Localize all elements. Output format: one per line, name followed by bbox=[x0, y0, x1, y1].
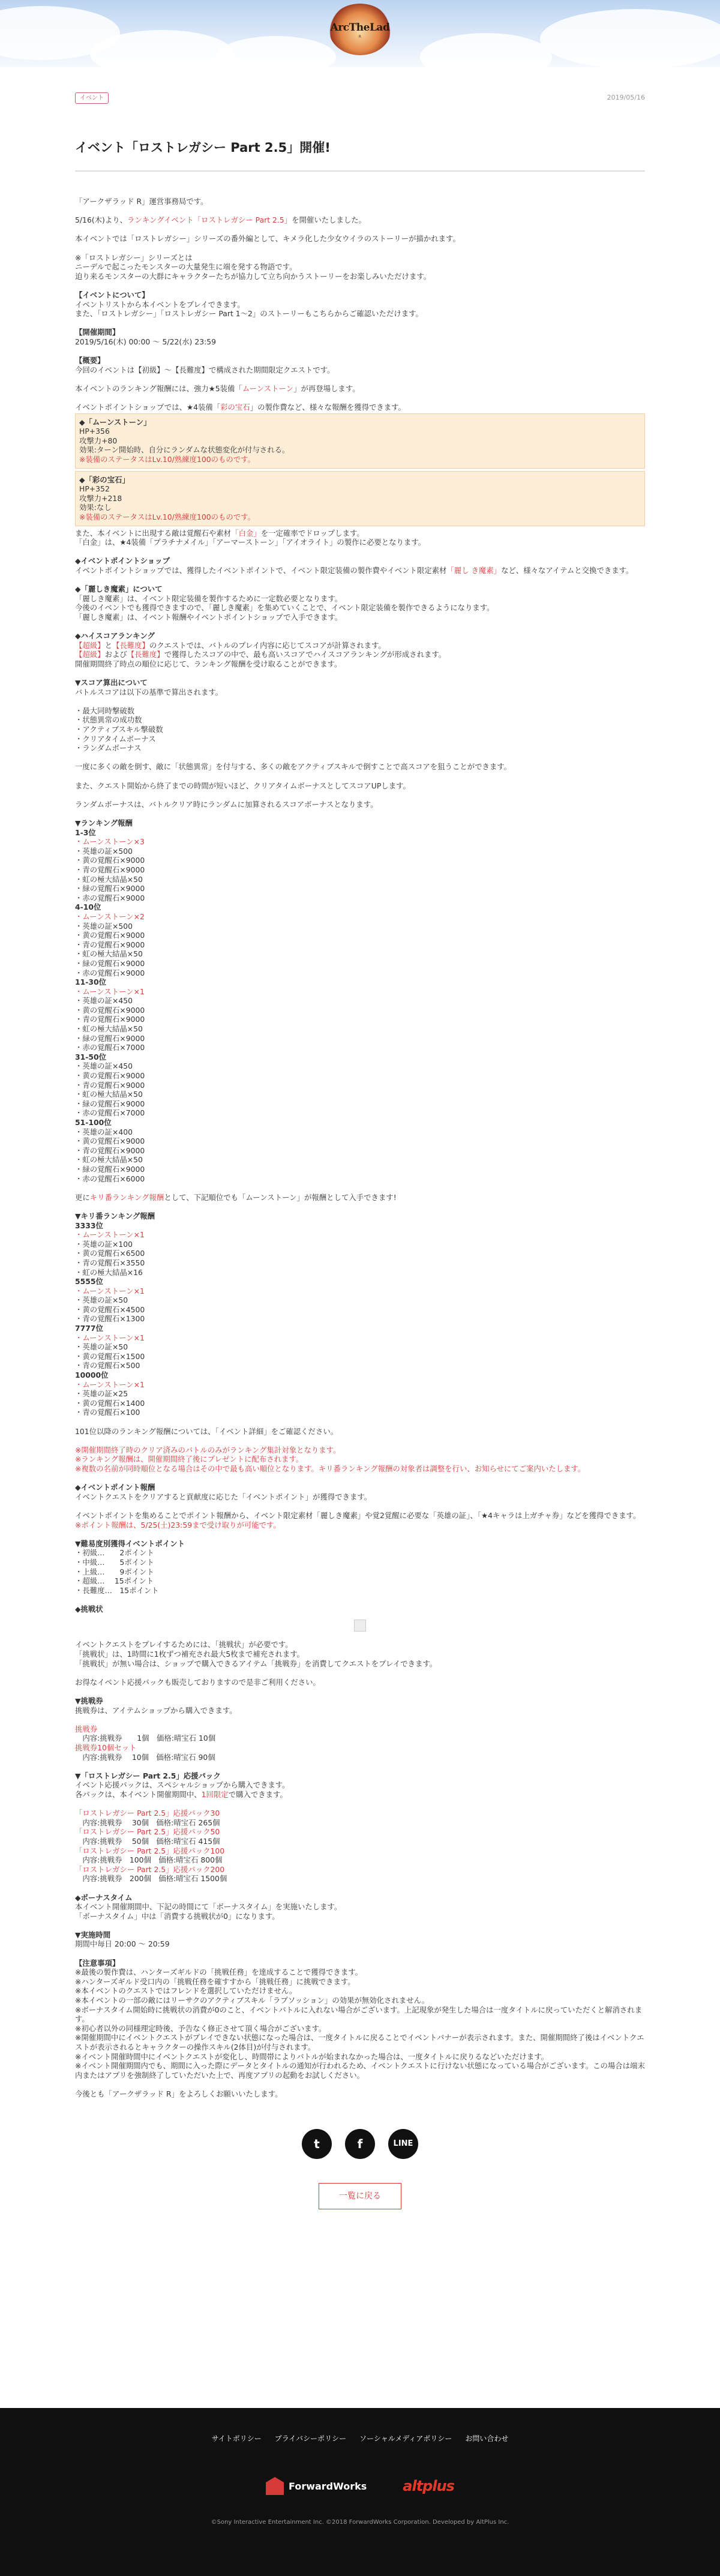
box-line: ※装備のステータスはLv.10/熟練度100のものです。 bbox=[79, 455, 255, 464]
section-heading: ▼スコア算出について bbox=[75, 678, 148, 688]
article-line bbox=[75, 529, 645, 538]
footer-link-site-policy[interactable]: サイトポリシー bbox=[211, 2434, 262, 2443]
article-line: ・英雄の証×400 bbox=[75, 1127, 133, 1136]
text-span: 更に bbox=[75, 1192, 90, 1202]
article-line bbox=[75, 2080, 645, 2089]
article-line: 内容:挑戦券 100個 価格:晴宝石 800個 bbox=[75, 1855, 223, 1865]
article-line: 「麗しき魔素」は、イベント報酬やイベントポイントショップで入手できます。 bbox=[75, 612, 343, 622]
section-heading: ◆「麗しき魔素」について bbox=[75, 584, 163, 594]
footer-link-social-media-policy[interactable]: ソーシャルメディアポリシー bbox=[359, 2434, 452, 2443]
article-line bbox=[75, 547, 645, 557]
article-line: ・黄の覚醒石×1400 bbox=[75, 1398, 145, 1408]
text-span: で購入できます。 bbox=[228, 1789, 287, 1799]
text-span: イベントポイントショップでは、獲得したイベントポイントで、イベント限定装備の製作費やイベント限定素材 bbox=[75, 565, 447, 575]
article-line: 挑戦券は、アイテムショップから購入できます。 bbox=[75, 1705, 237, 1715]
article-line: 「ロストレガシー Part 2.5」応援パック100 bbox=[75, 1846, 225, 1855]
article-line: ・アクティブスキル撃破数 bbox=[75, 725, 163, 734]
text-span: 本イベントのランキング報酬には、強力★5装備「 bbox=[75, 383, 242, 393]
article-line: 一度に多くの敵を倒す、敵に「状態異常」を付与する、多くの敵をアクティブスキルで倒すことで高スコアを狙うことができます。 bbox=[75, 762, 512, 772]
article-line bbox=[75, 215, 645, 225]
text-span: また、本イベントに出現する敵は覚醒石や素材 bbox=[75, 528, 232, 538]
article-line bbox=[75, 347, 645, 356]
game-logo[interactable] bbox=[329, 4, 391, 55]
article-line: 挑戦券 bbox=[75, 1724, 98, 1734]
article-line: ・緑の覚醒石×9000 bbox=[75, 1033, 145, 1043]
article-line bbox=[75, 1800, 645, 1809]
article-line: 「ロストレガシー Part 2.5」応援パック200 bbox=[75, 1864, 225, 1874]
article-line: イベントリストから本イベントをプレイできます。 bbox=[75, 299, 245, 309]
article-line: ・状態異常の成功数 bbox=[75, 715, 142, 725]
twitter-icon: t bbox=[314, 2136, 320, 2151]
highlight-text: キリ番ランキング報酬 bbox=[89, 1192, 164, 1202]
article-line bbox=[75, 1715, 645, 1725]
section-heading: ▼挑戦券 bbox=[75, 1696, 103, 1706]
article-line: また、「ロストレガシー」「ロストレガシー Part 1〜2」のストーリーもこちらからご確認いただけます。 bbox=[75, 309, 423, 319]
article-line: 「ボーナスタイム」中は「消費する挑戦状が0」になります。 bbox=[75, 1911, 280, 1921]
article-body bbox=[75, 172, 645, 2099]
article-line: ※最後の製作費は、ハンターズギルドの「挑戦任務」を達成することで獲得できます。 bbox=[75, 1968, 362, 1977]
article-line: 「ロストレガシー Part 2.5」応援パック30 bbox=[75, 1809, 220, 1818]
article-line: ・虹の極大結晶×50 bbox=[75, 874, 143, 884]
text-span: を開催いたしました。 bbox=[292, 215, 367, 225]
category-tag[interactable]: イベント bbox=[75, 92, 109, 104]
article-line: 内容:挑戦券 200個 価格:晴宝石 1500個 bbox=[75, 1874, 227, 1884]
section-heading: ▼実施時間 bbox=[75, 1930, 111, 1939]
article-line: イベントクエストをクリアすると貢献度に応じた「イベントポイント」が獲得できます。 bbox=[75, 1492, 372, 1501]
article-line: 「挑戦状」が無い場合は、ショップで購入できるアイテム「挑戦券」を消費してクエストをプレイできます。 bbox=[75, 1659, 437, 1668]
article-line: 「白金」は、★4装備「プラチナメイル」「アーマーストーン」「アイオライト」の製作に必要となります。 bbox=[75, 538, 426, 547]
article-line: 2019/5/16(木) 00:00 〜 5/22(水) 23:59 bbox=[75, 337, 217, 346]
article-line: ・緑の覚醒石×9000 bbox=[75, 1099, 145, 1108]
article-line: ・ランダムボーナス bbox=[75, 743, 142, 753]
section-heading: 1-3位 bbox=[75, 827, 96, 837]
highlight-text: 1回限定 bbox=[201, 1789, 229, 1799]
article-line bbox=[75, 1949, 645, 1959]
box-line: 攻撃力+80 bbox=[79, 436, 118, 445]
article-line: ・虹の極大結晶×50 bbox=[75, 1155, 143, 1165]
article-line: ・ムーンストーン×1 bbox=[75, 1380, 145, 1389]
article-line: ・青の覚醒石×1300 bbox=[75, 1314, 145, 1324]
section-heading: 【開催期間】 bbox=[75, 328, 120, 337]
cloud-decoration bbox=[540, 9, 720, 67]
highlight-text: 「麗し き魔素」 bbox=[446, 565, 502, 575]
article-line: ・英雄の証×50 bbox=[75, 1342, 128, 1352]
page-title: イベント「ロストレガシー Part 2.5」開催! bbox=[75, 138, 645, 172]
article-line: ・赤の覚醒石×9000 bbox=[75, 968, 145, 977]
equipment-info-box bbox=[75, 413, 645, 469]
section-heading: ◆イベントポイント報酬 bbox=[75, 1483, 155, 1492]
article-line bbox=[75, 1474, 645, 1483]
company-logos bbox=[0, 2477, 720, 2495]
article-line: ※開催期間中にイベントクエストがプレイできない状態になった場合は、一度タイトルに戻ることでイベントバナーが表示されます。また、開催期間終了後はイベントクエストが表示されるとキャラクターの操作スキル(2体目)が付与されます。 bbox=[75, 2033, 644, 2052]
article-line bbox=[75, 374, 645, 384]
article-line bbox=[75, 1790, 645, 1800]
article-line: ・青の覚醒石×500 bbox=[75, 1361, 140, 1371]
article-line: ・黄の覚醒石×4500 bbox=[75, 1305, 145, 1314]
section-heading: ▼ランキング報酬 bbox=[75, 818, 133, 827]
article-line: ・緑の覚醒石×9000 bbox=[75, 1164, 145, 1174]
article-line bbox=[75, 622, 645, 632]
box-line: ◆「彩の宝石」 bbox=[79, 475, 130, 484]
back-to-list-button[interactable]: 一覧に戻る bbox=[319, 2183, 401, 2209]
section-heading: ▼難易度別獲得イベントポイント bbox=[75, 1539, 185, 1548]
article-line: ・青の覚醒石×9000 bbox=[75, 1015, 145, 1024]
text-span: 5/16(木)より、 bbox=[75, 215, 128, 225]
cloud-decoration bbox=[420, 33, 552, 67]
text-span: を一定確率でドロップします。 bbox=[260, 528, 364, 538]
article-line: ・青の覚醒石×9000 bbox=[75, 1145, 145, 1155]
box-line: HP+356 bbox=[79, 427, 110, 436]
article-line bbox=[75, 319, 645, 328]
article-line: 迫り来るモンスターの大群にキャラクターたちが協力して立ち向かうストーリーをお楽しみいただけます。 bbox=[75, 271, 431, 281]
article-line: ・ムーンストーン×1 bbox=[75, 1286, 145, 1296]
article-line: ※イベント開催時間中にイベントクエストが変化し、時間帯によりバトルが始まれなかった場合は、一度タイトルに戻りるなどいただけます。 bbox=[75, 2052, 549, 2061]
article-line bbox=[75, 566, 645, 575]
highlight-text: ランキングイベント「ロストレガシー Part 2.5」 bbox=[127, 215, 292, 225]
article-line: ・青の覚醒石×9000 bbox=[75, 865, 145, 874]
section-heading: 3333位 bbox=[75, 1220, 103, 1230]
article-line bbox=[75, 669, 645, 679]
article-line: ・ムーンストーン×1 bbox=[75, 1333, 145, 1342]
article-line: ・英雄の証×450 bbox=[75, 1061, 133, 1071]
article-line bbox=[75, 1183, 645, 1193]
article-line bbox=[75, 393, 645, 403]
article-line bbox=[75, 1884, 645, 1893]
article-line: ・最大同時撃破数 bbox=[75, 706, 135, 715]
facebook-icon: f bbox=[357, 2136, 363, 2151]
article-line: ・虹の極大結晶×50 bbox=[75, 1024, 143, 1034]
section-heading: 11-30位 bbox=[75, 977, 107, 987]
article-line: ・ムーンストーン×3 bbox=[75, 837, 145, 847]
article-line: ・黄の覚醒石×9000 bbox=[75, 931, 145, 940]
article-line: ※複数の名前が同時順位となる場合はその中で最も高い順位となります。キリ番ランキング報酬の対象者は調整を行い、お知らせにてご案内いたします。 bbox=[75, 1464, 586, 1473]
article-line: ※ボーナスタイム開始時に挑戦状の消費が0のこと、イベントバトルに入れない場合がございます。上記現象が発生した場合は一度タイトルに戻っていただくと解消されます。 bbox=[75, 2005, 643, 2024]
section-heading: 4-10位 bbox=[75, 902, 101, 912]
text-span: 」の製作費など、様々な報酬を獲得できます。 bbox=[250, 403, 406, 412]
article-line: イベントポイントを集めることでポイント報酬から、イベント限定素材「麗しき魔素」や覚2覚醒に必要な「英雄の証」、「★4キャラは上ガチャ券」などを獲得できます。 bbox=[75, 1510, 641, 1520]
article-line: 今後のイベントでも獲得できますので、「麗しき魔素」を集めていくことで、イベント限定装備を製作できるようになります。 bbox=[75, 603, 494, 613]
section-heading: 31-50位 bbox=[75, 1052, 107, 1061]
article-line: 「アークザラッド R」運営事務局です。 bbox=[75, 197, 208, 206]
section-heading: 5555位 bbox=[75, 1277, 103, 1286]
article-line: ・英雄の証×100 bbox=[75, 1239, 133, 1249]
article-line: ・初級… 2ポイント bbox=[75, 1548, 154, 1558]
article-line: ・赤の覚醒石×6000 bbox=[75, 1174, 145, 1183]
section-heading: 51-100位 bbox=[75, 1118, 112, 1127]
highlight-text: 【超級】 bbox=[75, 650, 105, 659]
article-line: ・青の覚醒石×9000 bbox=[75, 1080, 145, 1090]
article-line: バトルスコアは以下の基準で算出されます。 bbox=[75, 687, 223, 697]
article-line: ・英雄の証×25 bbox=[75, 1389, 128, 1399]
article-line: ・ムーンストーン×2 bbox=[75, 911, 145, 921]
article-line: ・黄の覚醒石×9000 bbox=[75, 1071, 145, 1081]
article-line: ・緑の覚醒石×9000 bbox=[75, 958, 145, 968]
section-heading: ◆ボーナスタイム bbox=[75, 1893, 133, 1902]
article-line bbox=[75, 772, 645, 781]
article-line bbox=[75, 384, 645, 394]
footer bbox=[0, 2408, 720, 2576]
text-span: および bbox=[104, 650, 127, 659]
forwardworks-logo[interactable] bbox=[266, 2477, 367, 2495]
article-line: 101位以降のランキング報酬については、「イベント詳細」をご確認ください。 bbox=[75, 1426, 338, 1436]
highlight-text: 彩の宝石 bbox=[220, 403, 250, 412]
copyright: ©Sony Interactive Entertainment Inc. ©2018 ForwardWorks Corporation. Developed by AltPlus Inc. bbox=[211, 2519, 509, 2526]
article-line: ランダムボーナスは、バトルクリア時にランダムに加算されるスコアボーナスとなります。 bbox=[75, 799, 378, 809]
text-span: として、下記順位でも「ムーンストーン」が報酬として入手できます! bbox=[164, 1192, 397, 1202]
share-buttons bbox=[75, 2129, 645, 2159]
article-line: お得なイベント応援パックも販売しておりますので是非ご利用ください。 bbox=[75, 1677, 320, 1687]
article-line: ・青の覚醒石×100 bbox=[75, 1408, 140, 1417]
section-heading: 【イベントについて】 bbox=[75, 290, 149, 299]
article-line: ※イベント開催期間内でも、期間に入った際にデータとタイトルの通知が行われるため、イベントクエストに行けない状態になっている場合がございます。この場合は端末内またはアプリを強制終了していただいた上で、再度アプリの起動をお試しください。 bbox=[75, 2061, 645, 2080]
article-line: 挑戦券10個セット bbox=[75, 1743, 137, 1752]
section-heading: ▼キリ番ランキング報酬 bbox=[75, 1211, 155, 1220]
article-line bbox=[75, 1595, 645, 1605]
article-line: ・長難度… 15ポイント bbox=[75, 1585, 159, 1595]
logo-sub: R bbox=[358, 35, 362, 39]
equipment-info-box bbox=[75, 471, 645, 526]
article-line: ・英雄の証×50 bbox=[75, 1296, 128, 1305]
article-line bbox=[75, 575, 645, 585]
section-heading: ▼「ロストレガシー Part 2.5」応援パック bbox=[75, 1771, 221, 1780]
section-heading: 10000位 bbox=[75, 1371, 109, 1380]
article-line: 開催期間終了時点の順位に応じて、ランキング報酬を受け取ることができます。 bbox=[75, 659, 342, 668]
article-line: ※ポイント報酬は、5/25(土)23:59まで受け取りが可能です。 bbox=[75, 1520, 281, 1530]
article-line: ・青の覚醒石×9000 bbox=[75, 940, 145, 949]
text-span: 各パックは、本イベント開催期間中、 bbox=[75, 1789, 202, 1799]
article-line bbox=[75, 1417, 645, 1427]
footer-links bbox=[0, 2408, 720, 2443]
article-line: 本イベントでは「ロストレガシー」シリーズの番外編として、キメラ化した少女ウイラのストーリーが描かれます。 bbox=[75, 234, 460, 244]
article-line: ・虹の極大結晶×16 bbox=[75, 1267, 143, 1277]
article-line bbox=[75, 244, 645, 253]
article-line: ・虹の極大結晶×50 bbox=[75, 1090, 143, 1099]
box-line: ◆「ムーンストーン」 bbox=[79, 417, 151, 427]
article-line: ※開催期間終了時のクリア済みのバトルのみがランキング集計対象となります。 bbox=[75, 1445, 341, 1455]
article-line: 内容:挑戦券 30個 価格:晴宝石 265個 bbox=[75, 1818, 220, 1827]
article-line bbox=[75, 1921, 645, 1930]
section-heading: 7777位 bbox=[75, 1324, 103, 1333]
article-line bbox=[75, 1687, 645, 1696]
line-icon: LINE bbox=[393, 2139, 413, 2149]
line-share-button[interactable] bbox=[388, 2129, 418, 2159]
box-line: ※装備のステータスはLv.10/熟練度100のものです。 bbox=[79, 512, 255, 521]
article-line: ・赤の覚醒石×7000 bbox=[75, 1043, 145, 1052]
article-line: 「挑戦状」は、1時間に1枚ずつ補充され最大5枚まで補充されます。 bbox=[75, 1650, 304, 1659]
article-line: ・英雄の証×500 bbox=[75, 846, 133, 856]
article-line: ・中級… 5ポイント bbox=[75, 1557, 154, 1567]
article-line: ・英雄の証×500 bbox=[75, 921, 133, 931]
article-line: 内容:挑戦券 10個 価格:晴宝石 90個 bbox=[75, 1752, 215, 1762]
forwardworks-mark-icon bbox=[266, 2477, 284, 2495]
text-span: イベントポイントショップでは、★4装備「 bbox=[75, 403, 221, 412]
article-line: 今後とも「アークザラッド R」をよろしくお願いいたします。 bbox=[75, 2089, 283, 2098]
article-line bbox=[75, 790, 645, 800]
article-line bbox=[75, 1668, 645, 1678]
article-line: ※「ロストレガシー」シリーズとは bbox=[75, 253, 193, 262]
cloud-decoration bbox=[216, 36, 336, 67]
article-meta bbox=[75, 67, 645, 101]
article-line: ・黄の覚醒石×6500 bbox=[75, 1249, 145, 1258]
event-banner-image bbox=[354, 1620, 366, 1632]
article-line: 今回のイベントは【初級】〜【長難度】で構成された期間限定クエストです。 bbox=[75, 365, 335, 374]
twitter-share-button[interactable] bbox=[302, 2129, 332, 2159]
footer-link-privacy-policy[interactable]: プライバシーポリシー bbox=[274, 2434, 347, 2443]
article-line: ・青の覚醒石×3550 bbox=[75, 1258, 145, 1267]
article-line bbox=[75, 753, 645, 763]
highlight-text: ムーンストーン bbox=[242, 383, 294, 393]
article-line bbox=[75, 1436, 645, 1446]
article-line: 期間中毎日 20:00 〜 20:59 bbox=[75, 1939, 170, 1949]
article-line bbox=[75, 641, 645, 650]
article-line: また、クエスト開始から終了までの時間が短いほど、クリアタイムボーナスとしてスコアUPします。 bbox=[75, 781, 410, 790]
main-content bbox=[75, 67, 645, 2209]
article-line: ・英雄の証×450 bbox=[75, 996, 133, 1006]
highlight-text: 「白金」 bbox=[231, 528, 261, 538]
article-line: ・黄の覚醒石×9000 bbox=[75, 1005, 145, 1015]
altplus-logo[interactable]: altplus bbox=[403, 2478, 454, 2494]
article-line: ・赤の覚醒石×7000 bbox=[75, 1108, 145, 1118]
article-line bbox=[75, 1202, 645, 1211]
article-line: ニーデルで起こったモンスターの大量発生に端を発する物語です。 bbox=[75, 262, 297, 272]
section-heading: ◆イベントポイントショップ bbox=[75, 556, 170, 566]
article-line bbox=[75, 403, 645, 412]
text-span: など、様々なアイテムと交換できます。 bbox=[501, 565, 634, 575]
article-line bbox=[75, 1501, 645, 1511]
facebook-share-button[interactable] bbox=[345, 2129, 375, 2159]
section-heading: ◆挑戦状 bbox=[75, 1604, 103, 1614]
article-line: ・虹の極大結晶×50 bbox=[75, 949, 143, 959]
article-line: ※本イベントのクエストではフレンドを選択していただけません。 bbox=[75, 1986, 297, 1996]
article-line bbox=[75, 1762, 645, 1771]
article-line: 本イベント開催期間中、下記の時間にて「ボーナスタイム」を実施いたします。 bbox=[75, 1902, 342, 1912]
article-line: ・クリアタイムボーナス bbox=[75, 734, 156, 743]
text-span: のクエストでは、バトルのプレイ内容に応じてスコアが計算されます。 bbox=[149, 640, 386, 650]
header-banner bbox=[0, 0, 720, 67]
article-line bbox=[75, 697, 645, 706]
article-line: ※ランキング報酬は、開催期間終了後にプレゼントに配布されます。 bbox=[75, 1455, 304, 1464]
article-line bbox=[75, 206, 645, 216]
article-line: ・上級… 9ポイント bbox=[75, 1567, 154, 1576]
article-line bbox=[75, 809, 645, 818]
article-line: 「麗しき魔素」は、イベント限定装備を製作するために一定数必要となります。 bbox=[75, 593, 343, 603]
logo-text: ArcTheLad bbox=[330, 22, 390, 34]
article-line: ※本イベントの一部の敵にはリーサクのアクティブスキル「ラプソッション」の効果が無効化されません。 bbox=[75, 1996, 430, 2005]
article-line: ・黄の覚醒石×9000 bbox=[75, 1136, 145, 1146]
article-line: イベントクエストをプレイするためには、「挑戦状」が必要です。 bbox=[75, 1640, 293, 1650]
article-line: ・黄の覚醒石×1500 bbox=[75, 1351, 145, 1361]
section-heading: ◆ハイスコアランキング bbox=[75, 631, 155, 641]
article-line: ・黄の覚醒石×9000 bbox=[75, 856, 145, 865]
text-span: と bbox=[104, 640, 112, 650]
article-line bbox=[75, 225, 645, 235]
article-line: ・超級… 15ポイント bbox=[75, 1576, 154, 1586]
article-line: ・ムーンストーン×1 bbox=[75, 986, 145, 996]
forwardworks-name: ForwardWorks bbox=[289, 2480, 367, 2492]
article-line: ・赤の覚醒石×9000 bbox=[75, 893, 145, 902]
box-line: 効果:ターン開始時、自分にランダムな状態変化が付与される。 bbox=[79, 445, 290, 455]
article-line: 「ロストレガシー Part 2.5」応援パック50 bbox=[75, 1827, 220, 1837]
box-line: 効果:なし bbox=[79, 503, 112, 512]
article-line: 内容:挑戦券 1個 価格:晴宝石 10個 bbox=[75, 1734, 216, 1743]
article-line bbox=[75, 281, 645, 290]
article-line bbox=[75, 650, 645, 659]
article-line bbox=[75, 1193, 645, 1202]
section-heading: 【概要】 bbox=[75, 356, 105, 365]
article-line: イベント応援パックは、スペシャルショップから購入できます。 bbox=[75, 1780, 290, 1790]
highlight-text: 【長難度】 bbox=[127, 650, 164, 659]
article-line: ・ムーンストーン×1 bbox=[75, 1230, 145, 1240]
article-line: ※ハンターズギルド受口内の「挑戦任務を確すすから「挑戦任務」に挑戦できます。 bbox=[75, 1977, 355, 1986]
text-span: で獲得したスコアの中で、最も高いスコアでハイスコアランキングが形成されます。 bbox=[164, 650, 446, 659]
footer-link-contact[interactable]: お問い合わせ bbox=[465, 2434, 509, 2443]
text-span: 」が再登場します。 bbox=[293, 383, 360, 393]
article-line: ・緑の覚醒石×9000 bbox=[75, 884, 145, 893]
article-line: 内容:挑戦券 50個 価格:晴宝石 415個 bbox=[75, 1836, 220, 1846]
box-line: HP+352 bbox=[79, 484, 110, 494]
article-line: ※初心者以外の同様理定時後、予告なく修正させて頂く場合がございます。 bbox=[75, 2023, 326, 2033]
highlight-text: 【長難度】 bbox=[112, 640, 149, 650]
box-line: 攻撃力+218 bbox=[79, 493, 122, 503]
article-line bbox=[75, 1530, 645, 1539]
section-heading: 【注意事項】 bbox=[75, 1958, 120, 1968]
highlight-text: 【超級】 bbox=[75, 640, 105, 650]
publish-date: 2019/05/16 bbox=[607, 94, 645, 101]
